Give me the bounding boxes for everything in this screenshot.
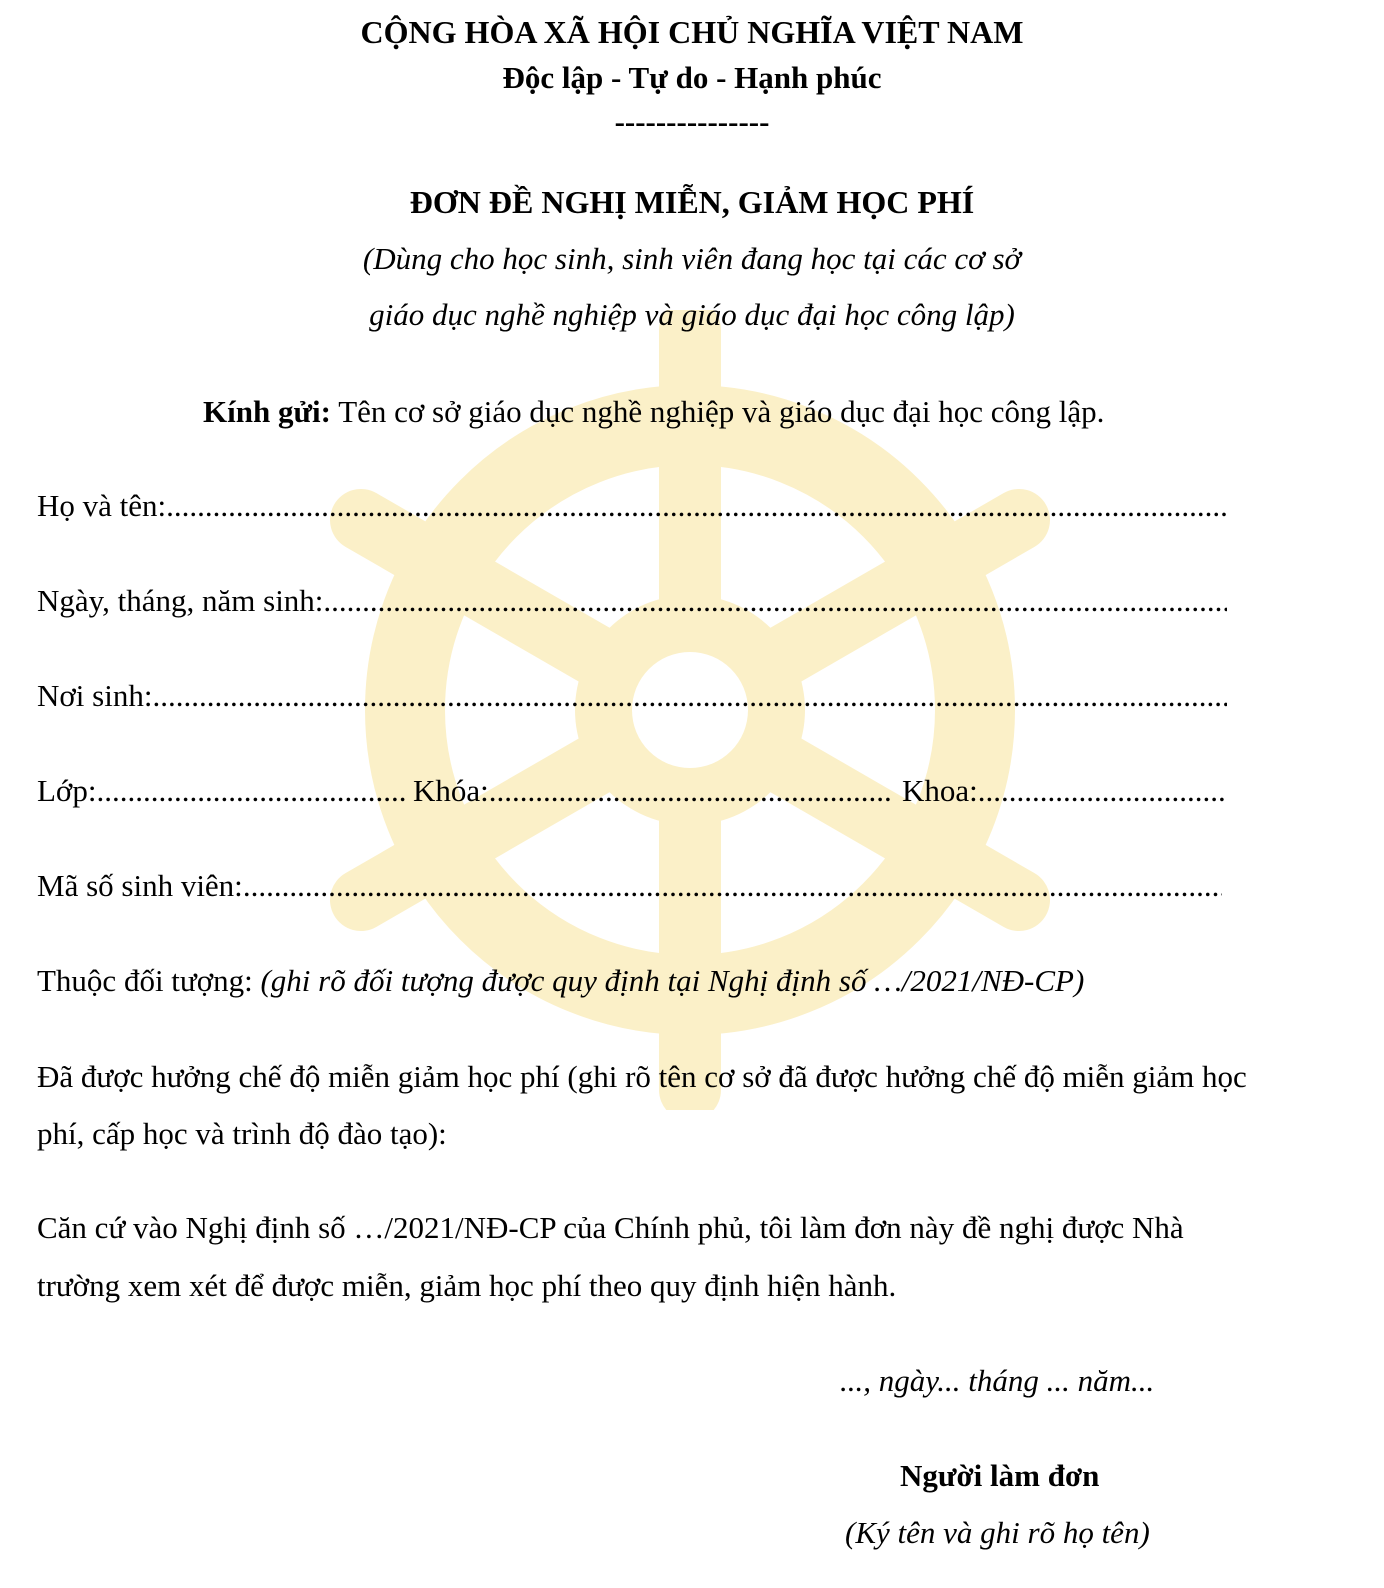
class-label: Lớp: xyxy=(37,773,97,808)
motto: Độc lập - Tự do - Hạnh phúc xyxy=(502,60,882,95)
class-course-faculty-row xyxy=(37,773,1227,809)
request-line-1: Căn cứ vào Nghị định số …/2021/NĐ-CP của Chính phủ, tôi làm đơn này đề nghị được Nhà xyxy=(37,1210,1184,1245)
signature-date: ..., ngày... tháng ... năm... xyxy=(840,1363,1155,1398)
signature-note: (Ký tên và ghi rõ họ tên) xyxy=(845,1515,1150,1550)
document-title: ĐƠN ĐỀ NGHỊ MIỄN, GIẢM HỌC PHÍ xyxy=(409,184,975,220)
name-label: Họ và tên: xyxy=(37,488,167,523)
course-blank[interactable] xyxy=(489,773,893,809)
student-id-blank[interactable] xyxy=(243,868,1222,904)
recipient-label: Kính gửi: xyxy=(203,394,331,429)
previous-line-1: Đã được hưởng chế độ miễn giảm học phí (ghi rõ tên cơ sở đã được hưởng chế độ miễn giảm học xyxy=(37,1059,1247,1094)
class-blank[interactable] xyxy=(96,773,407,809)
subtitle-line-2: giáo dục nghề nghiệp và giáo dục đại học công lập) xyxy=(369,297,1015,332)
recipient-value: Tên cơ sở giáo dục nghề nghiệp và giáo dục đại học công lập. xyxy=(338,394,1105,429)
course-label: Khóa: xyxy=(413,773,489,808)
nation-heading: CỘNG HÒA XÃ HỘI CHỦ NGHĨA VIỆT NAM xyxy=(360,14,1024,50)
header-divider: --------------- xyxy=(614,104,770,139)
faculty-label: Khoa: xyxy=(902,773,978,808)
birthplace-label: Nơi sinh: xyxy=(37,678,153,713)
birthplace-field[interactable] xyxy=(37,678,1227,714)
course-field[interactable] xyxy=(413,773,893,809)
recipient xyxy=(203,394,1104,430)
category-line xyxy=(37,963,1084,999)
class-field[interactable] xyxy=(37,773,407,809)
request-line-2: trường xem xét để được miễn, giảm học phí theo quy định hiện hành. xyxy=(37,1268,897,1303)
birthplace-blank[interactable] xyxy=(152,678,1227,714)
faculty-blank[interactable] xyxy=(978,773,1227,809)
dob-blank[interactable] xyxy=(323,583,1227,619)
subtitle-line-1: (Dùng cho học sinh, sinh viên đang học tại các cơ sở xyxy=(362,241,1022,276)
student-id-label: Mã số sinh viên: xyxy=(37,868,243,903)
name-field[interactable] xyxy=(37,488,1227,524)
dob-field[interactable] xyxy=(37,583,1227,619)
faculty-field[interactable] xyxy=(902,773,1227,809)
dob-label: Ngày, tháng, năm sinh: xyxy=(37,583,324,618)
name-blank[interactable] xyxy=(166,488,1227,524)
category-label: Thuộc đối tượng: xyxy=(37,963,253,998)
signature-role: Người làm đơn xyxy=(900,1458,1100,1493)
previous-line-2: phí, cấp học và trình độ đào tạo): xyxy=(37,1116,447,1151)
category-note: (ghi rõ đối tượng được quy định tại Nghị định số …/2021/NĐ-CP) xyxy=(260,963,1085,998)
student-id-field[interactable] xyxy=(37,868,1222,904)
